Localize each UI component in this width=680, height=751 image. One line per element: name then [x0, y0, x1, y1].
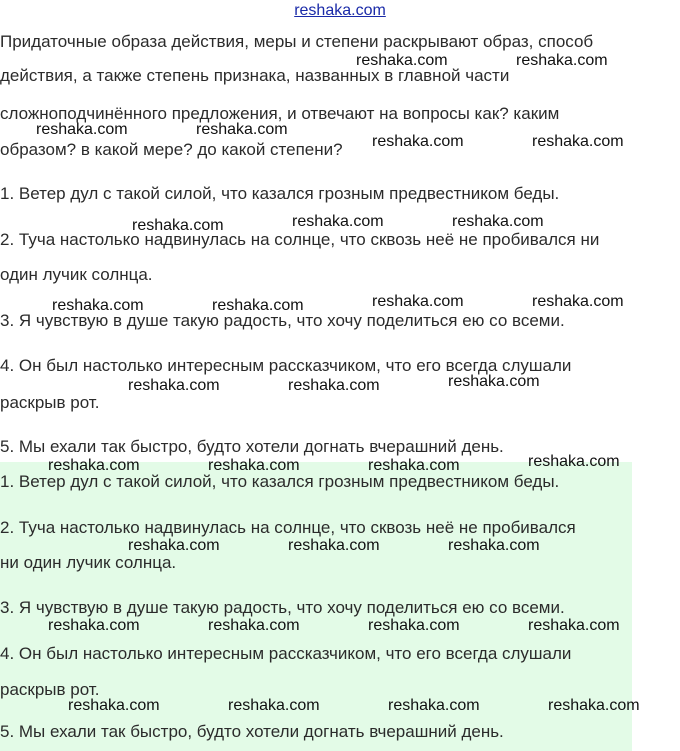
answer-item-3: 3. Я чувствую в душе такую радость, что хочу поделиться ею со всеми.: [0, 598, 565, 617]
task-item-3: 3. Я чувствую в душе такую радость, что хочу поделиться ею со всеми.: [0, 311, 565, 330]
answer-item-1: 1. Ветер дул с такой силой, что казался грозным предвестником беды.: [0, 472, 560, 491]
watermark: reshaka.com: [128, 377, 220, 394]
watermark: reshaka.com: [128, 537, 220, 554]
watermark: reshaka.com: [36, 121, 128, 138]
watermark: reshaka.com: [372, 293, 464, 310]
watermark: reshaka.com: [68, 697, 160, 714]
answer-item-2-line-1: 2. Туча настолько надвинулась на солнце, что сквозь неё не пробивался: [0, 518, 576, 537]
intro-line-4: образом? в какой мере? до какой степени?: [0, 140, 343, 159]
watermark: reshaka.com: [532, 293, 624, 310]
watermark: reshaka.com: [532, 133, 624, 150]
watermark: reshaka.com: [48, 617, 140, 634]
watermark: reshaka.com: [288, 377, 380, 394]
watermark: reshaka.com: [528, 453, 620, 470]
watermark: reshaka.com: [516, 52, 608, 69]
watermark: reshaka.com: [132, 217, 224, 234]
watermark: reshaka.com: [372, 133, 464, 150]
watermark: reshaka.com: [208, 617, 300, 634]
watermark: reshaka.com: [228, 697, 320, 714]
watermark: reshaka.com: [208, 457, 300, 474]
answer-item-4-line-1: 4. Он был настолько интересным рассказчиком, что его всегда слушали: [0, 644, 572, 663]
watermark: reshaka.com: [528, 617, 620, 634]
site-header-link[interactable]: reshaka.com: [294, 2, 386, 19]
watermark: reshaka.com: [368, 617, 460, 634]
task-item-4-line-2: раскрыв рот.: [0, 393, 100, 412]
watermark: reshaka.com: [356, 52, 448, 69]
task-item-5: 5. Мы ехали так быстро, будто хотели догнать вчерашний день.: [0, 437, 504, 456]
watermark: reshaka.com: [292, 213, 384, 230]
task-item-4-line-1: 4. Он был настолько интересным рассказчиком, что его всегда слушали: [0, 356, 572, 375]
watermark: reshaka.com: [448, 373, 540, 390]
watermark: reshaka.com: [288, 537, 380, 554]
watermark: reshaka.com: [48, 457, 140, 474]
task-item-2-line-2: один лучик солнца.: [0, 265, 153, 284]
intro-line-1: Придаточные образа действия, меры и степени раскрывают образ, способ: [0, 32, 594, 51]
task-item-2-line-1: 2. Туча настолько надвинулась на солнце, что сквозь неё не пробивался ни: [0, 230, 600, 249]
intro-line-3: сложноподчинённого предложения, и отвечают на вопросы как? каким: [0, 104, 560, 123]
answer-item-4-line-2: раскрыв рот.: [0, 680, 100, 699]
answer-item-2-line-2: ни один лучик солнца.: [0, 553, 177, 572]
watermark: reshaka.com: [368, 457, 460, 474]
watermark: reshaka.com: [548, 697, 640, 714]
watermark: reshaka.com: [448, 537, 540, 554]
watermark: reshaka.com: [196, 121, 288, 138]
task-item-1: 1. Ветер дул с такой силой, что казался грозным предвестником беды.: [0, 184, 560, 203]
watermark: reshaka.com: [452, 213, 544, 230]
watermark: reshaka.com: [52, 297, 144, 314]
intro-line-2: действия, а также степень признака, названных в главной части: [0, 66, 510, 85]
watermark: reshaka.com: [388, 697, 480, 714]
answer-item-5: 5. Мы ехали так быстро, будто хотели догнать вчерашний день.: [0, 722, 504, 741]
watermark: reshaka.com: [212, 297, 304, 314]
